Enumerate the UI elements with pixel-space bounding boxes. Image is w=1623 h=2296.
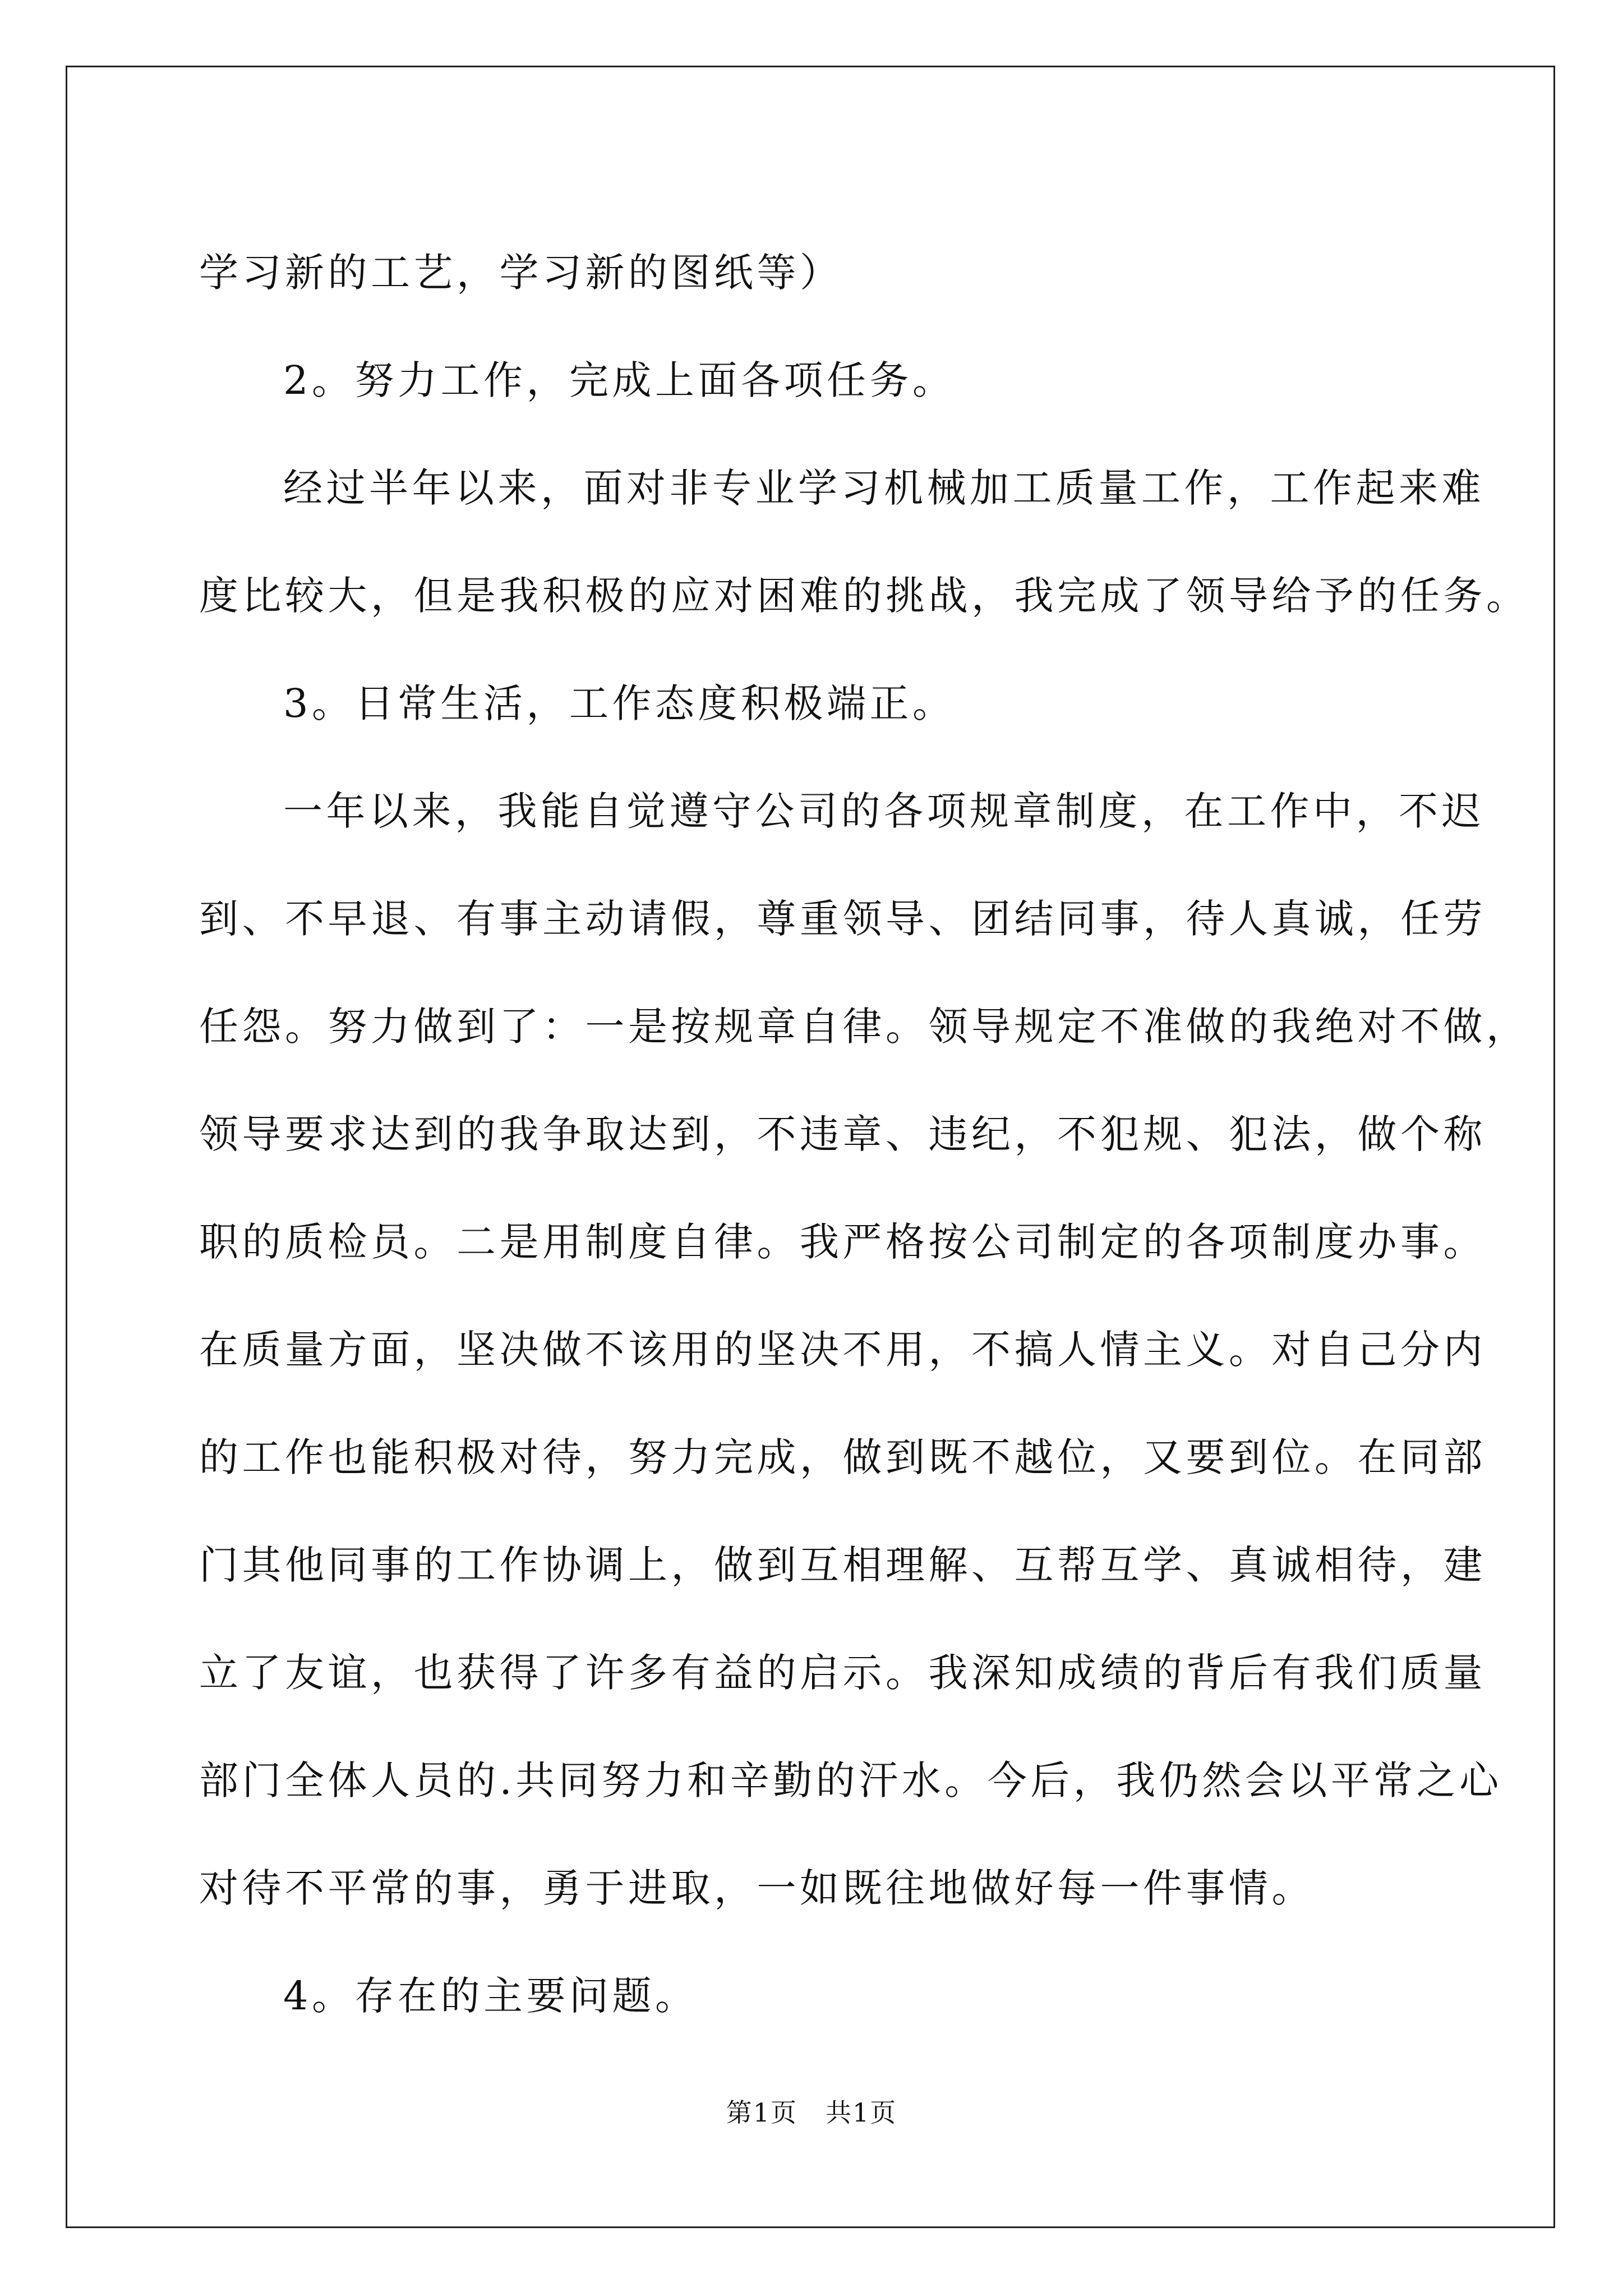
text-line: 职的质检员。二是用制度自律。我严格按公司制定的各项制度办事。 [199, 1219, 1486, 1265]
text-line: 一年以来，我能自觉遵守公司的各项规章制度，在工作中，不迟 [283, 788, 1484, 834]
text-line: 2。努力工作，完成上面各项任务。 [283, 357, 956, 403]
text-line: 部门全体人员的.共同努力和辛勤的汗水。今后，我仍然会以平常之心 [199, 1757, 1502, 1803]
text-line: 3。日常生活，工作态度积极端正。 [283, 680, 956, 726]
text-line: 对待不平常的事，勇于进取，一如既往地做好每一件事情。 [199, 1865, 1315, 1911]
page-number-total: 共1页 [826, 2097, 897, 2128]
text-line: 度比较大，但是我积极的应对困难的挑战，我完成了领导给予的任务。 [199, 573, 1529, 619]
text-line: 在质量方面，坚决做不该用的坚决不用，不搞人情主义。对自己分内 [199, 1327, 1486, 1373]
text-line: 的工作也能积极对待，努力完成，做到既不越位，又要到位。在同部 [199, 1434, 1486, 1480]
text-line: 任怨。努力做到了：一是按规章自律。领导规定不准做的我绝对不做， [199, 1004, 1529, 1050]
page-footer [0, 2092, 1623, 2129]
document-body [199, 219, 1529, 2050]
text-line: 到、不早退、有事主动请假，尊重领导、团结同事，待人真诚，任劳 [199, 896, 1486, 942]
page-number-current: 第1页 [726, 2097, 797, 2128]
text-line: 门其他同事的工作协调上，做到互相理解、互帮互学、真诚相待，建 [199, 1542, 1486, 1588]
text-line: 经过半年以来，面对非专业学习机械加工质量工作，工作起来难 [283, 465, 1484, 511]
text-line: 学习新的工艺，学习新的图纸等） [199, 250, 843, 296]
text-line: 4。存在的主要问题。 [283, 1973, 698, 2019]
text-line: 立了友谊，也获得了许多有益的启示。我深知成绩的背后有我们质量 [199, 1650, 1486, 1696]
text-line: 领导要求达到的我争取达到，不违章、违纪，不犯规、犯法，做个称 [199, 1111, 1486, 1157]
